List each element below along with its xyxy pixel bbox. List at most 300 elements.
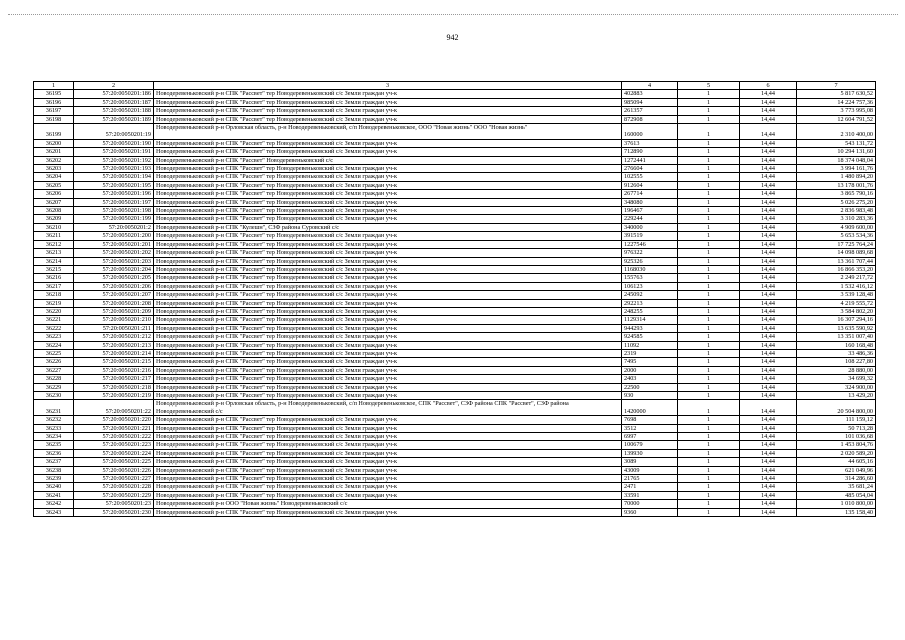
rate-cell: 14,44	[740, 240, 797, 248]
area-cell: 196467	[622, 207, 678, 215]
row-number-cell: 36231	[34, 400, 74, 416]
rate-cell: 14,44	[740, 181, 797, 189]
table-row	[34, 358, 876, 366]
area-cell: 2319	[622, 349, 678, 357]
count-cell: 1	[678, 508, 740, 516]
row-number-cell: 36211	[34, 232, 74, 240]
cadastral-number-cell: 57:20:0050201:208	[74, 299, 154, 307]
value-cell: 10 294 131,60	[797, 148, 876, 156]
count-cell: 1	[678, 400, 740, 416]
count-cell: 1	[678, 107, 740, 115]
table-body	[34, 82, 876, 517]
rate-cell: 14,44	[740, 156, 797, 164]
address-cell: Новодеревеньковский р-н СПК "Рассвет" тер Новодеревеньковский с/с Земли граждан уч-к	[154, 307, 622, 315]
address-cell: Новодеревеньковский р-н СПК "Рассвет" тер Новодеревеньковский с/с Земли граждан уч-к	[154, 333, 622, 341]
area-cell: 102555	[622, 173, 678, 181]
area-cell: 930	[622, 392, 678, 400]
value-cell: 1 010 800,00	[797, 500, 876, 508]
cadastral-number-cell: 57:20:0050201:203	[74, 257, 154, 265]
address-cell: Новодеревеньковский р-н СПК "Рассвет" тер Новодеревеньковский с/с Земли граждан уч-к	[154, 249, 622, 257]
area-cell: 1420000	[622, 400, 678, 416]
value-cell: 5 026 275,20	[797, 198, 876, 206]
value-cell: 3 310 283,36	[797, 215, 876, 223]
address-cell: Новодеревеньковский р-н СПК "Рассвет" тер Новодеревеньковский с/с Земли граждан уч-к	[154, 349, 622, 357]
address-cell: Новодеревеньковский р-н Орловская область, р-н Новодеревеньковский, с/п Новодеревеньковское, СПК "Рассвет", СЗФ района СПК "Рассвет", СЗФ района Новодеревеньковский с/с	[154, 400, 622, 416]
cadastral-number-cell: 57:20:0050201:227	[74, 475, 154, 483]
address-cell: Новодеревеньковский р-н СПК "Рассвет" тер Новодеревеньковский с/с Земли граждан уч-к	[154, 190, 622, 198]
address-cell: Новодеревеньковский р-н СПК "Рассвет" тер Новодеревеньковский с/с Земли граждан уч-к	[154, 416, 622, 424]
row-number-cell: 36230	[34, 392, 74, 400]
address-cell: Новодеревеньковский р-н СПК "Рассвет" тер Новодеревеньковский с/с Земли граждан уч-к	[154, 232, 622, 240]
count-cell: 1	[678, 198, 740, 206]
rate-cell: 14,44	[740, 383, 797, 391]
value-cell: 2 249 217,72	[797, 274, 876, 282]
row-number-cell: 36223	[34, 333, 74, 341]
cadastral-number-cell: 57:20:0050201:201	[74, 240, 154, 248]
value-cell: 13 351 007,40	[797, 333, 876, 341]
count-cell: 1	[678, 383, 740, 391]
count-cell: 1	[678, 358, 740, 366]
value-cell: 28 880,00	[797, 366, 876, 374]
rate-cell: 14,44	[740, 265, 797, 273]
rate-cell: 14,44	[740, 475, 797, 483]
table-row	[34, 424, 876, 432]
area-cell: 985094	[622, 98, 678, 106]
rate-cell: 14,44	[740, 416, 797, 424]
address-cell: Новодеревеньковский р-н ООО "Новая жизнь" Новодеревеньковский с/с	[154, 500, 622, 508]
table-row	[34, 475, 876, 483]
value-cell: 108 227,80	[797, 358, 876, 366]
area-cell: 1168030	[622, 265, 678, 273]
cadastral-number-cell: 57:20:0050201:218	[74, 383, 154, 391]
cadastral-number-cell: 57:20:0050201:200	[74, 232, 154, 240]
row-number-cell: 36207	[34, 198, 74, 206]
row-number-cell: 36201	[34, 148, 74, 156]
rate-cell: 14,44	[740, 124, 797, 140]
row-number-cell: 36234	[34, 433, 74, 441]
address-cell: Новодеревеньковский р-н СПК "Рассвет" тер Новодеревеньковский с/с Земли граждан уч-к	[154, 139, 622, 147]
count-cell: 1	[678, 274, 740, 282]
row-number-cell: 36229	[34, 383, 74, 391]
value-cell: 621 049,96	[797, 466, 876, 474]
area-cell: 43009	[622, 466, 678, 474]
area-cell: 712890	[622, 148, 678, 156]
value-cell: 3 994 161,76	[797, 165, 876, 173]
cadastral-number-cell: 57:20:0050201:209	[74, 307, 154, 315]
table-row	[34, 349, 876, 357]
header-cell: 2	[74, 82, 154, 90]
area-cell: 402883	[622, 90, 678, 98]
land-plots-table	[33, 81, 876, 517]
table-row	[34, 483, 876, 491]
rate-cell: 14,44	[740, 223, 797, 231]
value-cell: 2 836 983,48	[797, 207, 876, 215]
count-cell: 1	[678, 333, 740, 341]
value-cell: 50 713,28	[797, 424, 876, 432]
value-cell: 16 866 353,20	[797, 265, 876, 273]
row-number-cell: 36195	[34, 90, 74, 98]
cadastral-number-cell: 57:20:0050201:188	[74, 107, 154, 115]
count-cell: 1	[678, 282, 740, 290]
address-cell: Новодеревеньковский р-н СПК "Рассвет" тер Новодеревеньковский с/с Земли граждан уч-к	[154, 316, 622, 324]
cadastral-number-cell: 57:20:0050201:189	[74, 115, 154, 123]
value-cell: 18 374 048,04	[797, 156, 876, 164]
rate-cell: 14,44	[740, 198, 797, 206]
address-cell: Новодеревеньковский р-н СПК "Рассвет" тер Новодеревеньковский с/с Земли граждан уч-к	[154, 341, 622, 349]
rate-cell: 14,44	[740, 165, 797, 173]
count-cell: 1	[678, 249, 740, 257]
table-row	[34, 265, 876, 273]
count-cell: 1	[678, 299, 740, 307]
area-cell: 139930	[622, 449, 678, 457]
area-cell: 106123	[622, 282, 678, 290]
address-cell: Новодеревеньковский р-н СПК "Рассвет" тер Новодеревеньковский с/с Земли граждан уч-к	[154, 107, 622, 115]
area-cell: 6997	[622, 433, 678, 441]
cadastral-number-cell: 57:20:0050201:22	[74, 400, 154, 416]
address-cell: Новодеревеньковский р-н СПК "Рассвет" тер Новодеревеньковский с/с Земли граждан уч-к	[154, 181, 622, 189]
cadastral-number-cell: 57:20:0050201:198	[74, 207, 154, 215]
address-cell: Новодеревеньковский р-н СПК "Рассвет" тер Новодеревеньковский с/с Земли граждан уч-к	[154, 215, 622, 223]
count-cell: 1	[678, 349, 740, 357]
cadastral-number-cell: 57:20:0050201:199	[74, 215, 154, 223]
header-cell: 6	[740, 82, 797, 90]
address-cell: Новодеревеньковский р-н СПК "Рассвет" тер Новодеревеньковский с/с Земли граждан уч-к	[154, 165, 622, 173]
count-cell: 1	[678, 491, 740, 499]
table-row	[34, 392, 876, 400]
row-number-cell: 36208	[34, 207, 74, 215]
rate-cell: 14,44	[740, 249, 797, 257]
value-cell: 17 725 764,24	[797, 240, 876, 248]
table-row	[34, 215, 876, 223]
count-cell: 1	[678, 165, 740, 173]
header-cell: 5	[678, 82, 740, 90]
address-cell: Новодеревеньковский р-н СПК "Рассвет" тер Новодеревеньковский с/с Земли граждан уч-к	[154, 90, 622, 98]
area-cell: 1272441	[622, 156, 678, 164]
scan-noise-line	[8, 14, 898, 17]
row-number-cell: 36217	[34, 282, 74, 290]
cadastral-number-cell: 57:20:0050201:213	[74, 341, 154, 349]
area-cell: 267714	[622, 190, 678, 198]
count-cell: 1	[678, 148, 740, 156]
address-cell: Новодеревеньковский р-н СПК "Рассвет" тер Новодеревеньковский с/с Земли граждан уч-к	[154, 198, 622, 206]
address-cell: Новодеревеньковский р-н СПК "Рассвет" тер Новодеревеньковский с/с Земли граждан уч-к	[154, 424, 622, 432]
address-cell: Новодеревеньковский р-н СПК "Рассвет" Новодеревеньковский с/с	[154, 156, 622, 164]
table-row	[34, 466, 876, 474]
address-cell: Новодеревеньковский р-н СПК "Кулешн", СЗФ района Суровский с/с	[154, 223, 622, 231]
cadastral-number-cell: 57:20:0050201:224	[74, 449, 154, 457]
count-cell: 1	[678, 324, 740, 332]
rate-cell: 14,44	[740, 392, 797, 400]
header-cell: 1	[34, 82, 74, 90]
area-cell: 7698	[622, 416, 678, 424]
rate-cell: 14,44	[740, 375, 797, 383]
cadastral-number-cell: 57:20:0050201:211	[74, 324, 154, 332]
area-cell: 229244	[622, 215, 678, 223]
row-number-cell: 36227	[34, 366, 74, 374]
row-number-cell: 36237	[34, 458, 74, 466]
value-cell: 44 605,16	[797, 458, 876, 466]
row-number-cell: 36212	[34, 240, 74, 248]
area-cell: 924585	[622, 333, 678, 341]
rate-cell: 14,44	[740, 115, 797, 123]
count-cell: 1	[678, 291, 740, 299]
cadastral-number-cell: 57:20:0050201:186	[74, 90, 154, 98]
table-row	[34, 232, 876, 240]
row-number-cell: 36215	[34, 265, 74, 273]
rate-cell: 14,44	[740, 324, 797, 332]
count-cell: 1	[678, 433, 740, 441]
count-cell: 1	[678, 190, 740, 198]
address-cell: Новодеревеньковский р-н СПК "Рассвет" тер Новодеревеньковский с/с Земли граждан уч-к	[154, 358, 622, 366]
count-cell: 1	[678, 240, 740, 248]
count-cell: 1	[678, 124, 740, 140]
area-cell: 3089	[622, 458, 678, 466]
page-number: 942	[446, 33, 459, 42]
table-row	[34, 400, 876, 416]
cadastral-number-cell: 57:20:0050201:230	[74, 508, 154, 516]
area-cell: 22500	[622, 383, 678, 391]
address-cell: Новодеревеньковский р-н СПК "Рассвет" тер Новодеревеньковский с/с Земли граждан уч-к	[154, 148, 622, 156]
cadastral-number-cell: 57:20:0050201:219	[74, 392, 154, 400]
row-number-cell: 36209	[34, 215, 74, 223]
rate-cell: 14,44	[740, 291, 797, 299]
cadastral-number-cell: 57:20:0050201:23	[74, 500, 154, 508]
area-cell: 2471	[622, 483, 678, 491]
address-cell: Новодеревеньковский р-н СПК "Рассвет" тер Новодеревеньковский с/с Земли граждан уч-к	[154, 240, 622, 248]
count-cell: 1	[678, 173, 740, 181]
rate-cell: 14,44	[740, 449, 797, 457]
rate-cell: 14,44	[740, 441, 797, 449]
area-cell: 3512	[622, 424, 678, 432]
rate-cell: 14,44	[740, 466, 797, 474]
area-cell: 2000	[622, 366, 678, 374]
address-cell: Новодеревеньковский р-н СПК "Рассвет" тер Новодеревеньковский с/с Земли граждан уч-к	[154, 257, 622, 265]
row-number-cell: 36214	[34, 257, 74, 265]
address-cell: Новодеревеньковский р-н СПК "Рассвет" тер Новодеревеньковский с/с Земли граждан уч-к	[154, 475, 622, 483]
row-number-cell: 36242	[34, 500, 74, 508]
count-cell: 1	[678, 215, 740, 223]
area-cell: 912604	[622, 181, 678, 189]
row-number-cell: 36238	[34, 466, 74, 474]
row-number-cell: 36213	[34, 249, 74, 257]
count-cell: 1	[678, 307, 740, 315]
row-number-cell: 36197	[34, 107, 74, 115]
row-number-cell: 36239	[34, 475, 74, 483]
cadastral-number-cell: 57:20:0050201:221	[74, 424, 154, 432]
table-row	[34, 508, 876, 516]
table-row	[34, 115, 876, 123]
cadastral-number-cell: 57:20:0050201:2	[74, 223, 154, 231]
count-cell: 1	[678, 341, 740, 349]
count-cell: 1	[678, 375, 740, 383]
area-cell: 340000	[622, 223, 678, 231]
row-number-cell: 36200	[34, 139, 74, 147]
table-row	[34, 223, 876, 231]
value-cell: 1 480 894,20	[797, 173, 876, 181]
area-cell: 276604	[622, 165, 678, 173]
table-row	[34, 107, 876, 115]
table-row	[34, 98, 876, 106]
rate-cell: 14,44	[740, 90, 797, 98]
cadastral-number-cell: 57:20:0050201:196	[74, 190, 154, 198]
cadastral-number-cell: 57:20:0050201:226	[74, 466, 154, 474]
value-cell: 5 817 630,52	[797, 90, 876, 98]
cadastral-number-cell: 57:20:0050201:217	[74, 375, 154, 383]
cadastral-number-cell: 57:20:0050201:187	[74, 98, 154, 106]
cadastral-number-cell: 57:20:0050201:220	[74, 416, 154, 424]
table-row	[34, 257, 876, 265]
count-cell: 1	[678, 441, 740, 449]
area-cell: 2403	[622, 375, 678, 383]
rate-cell: 14,44	[740, 257, 797, 265]
area-cell: 976322	[622, 249, 678, 257]
table-row	[34, 333, 876, 341]
address-cell: Новодеревеньковский р-н СПК "Рассвет" тер Новодеревеньковский с/с Земли граждан уч-к	[154, 324, 622, 332]
value-cell: 35 681,24	[797, 483, 876, 491]
value-cell: 2 020 589,20	[797, 449, 876, 457]
table-row	[34, 190, 876, 198]
address-cell: Новодеревеньковский р-н СПК "Рассвет" тер Новодеревеньковский с/с Земли граждан уч-к	[154, 274, 622, 282]
table-row	[34, 449, 876, 457]
cadastral-number-cell: 57:20:0050201:212	[74, 333, 154, 341]
area-cell: 944293	[622, 324, 678, 332]
address-cell: Новодеревеньковский р-н Орловская область, р-н Новодеревеньковский, с/п Новодеревеньковское, ООО "Новая жизнь" ООО "Новая жизнь"	[154, 124, 622, 140]
table-row	[34, 433, 876, 441]
count-cell: 1	[678, 483, 740, 491]
cadastral-number-cell: 57:20:0050201:194	[74, 173, 154, 181]
area-cell: 7495	[622, 358, 678, 366]
row-number-cell: 36236	[34, 449, 74, 457]
address-cell: Новодеревеньковский р-н СПК "Рассвет" тер Новодеревеньковский с/с Земли граждан уч-к	[154, 265, 622, 273]
rate-cell: 14,44	[740, 508, 797, 516]
table-row	[34, 291, 876, 299]
rate-cell: 14,44	[740, 215, 797, 223]
row-number-cell: 36198	[34, 115, 74, 123]
rate-cell: 14,44	[740, 341, 797, 349]
address-cell: Новодеревеньковский р-н СПК "Рассвет" тер Новодеревеньковский с/с Земли граждан уч-к	[154, 282, 622, 290]
address-cell: Новодеревеньковский р-н СПК "Рассвет" тер Новодеревеньковский с/с Земли граждан уч-к	[154, 491, 622, 499]
value-cell: 13 635 590,92	[797, 324, 876, 332]
table-row	[34, 324, 876, 332]
row-number-cell: 36202	[34, 156, 74, 164]
rate-cell: 14,44	[740, 400, 797, 416]
cadastral-number-cell: 57:20:0050201:191	[74, 148, 154, 156]
value-cell: 4 909 600,00	[797, 223, 876, 231]
area-cell: 160000	[622, 124, 678, 140]
address-cell: Новодеревеньковский р-н СПК "Рассвет" тер Новодеревеньковский с/с Земли граждан уч-к	[154, 291, 622, 299]
count-cell: 1	[678, 416, 740, 424]
rate-cell: 14,44	[740, 433, 797, 441]
table-row	[34, 366, 876, 374]
area-cell: 248255	[622, 307, 678, 315]
value-cell: 1 532 416,12	[797, 282, 876, 290]
value-cell: 4 219 555,72	[797, 299, 876, 307]
count-cell: 1	[678, 466, 740, 474]
cadastral-number-cell: 57:20:0050201:216	[74, 366, 154, 374]
rate-cell: 14,44	[740, 316, 797, 324]
table-header-row	[34, 82, 876, 90]
value-cell: 20 504 800,00	[797, 400, 876, 416]
rate-cell: 14,44	[740, 274, 797, 282]
value-cell: 3 773 995,08	[797, 107, 876, 115]
table-row	[34, 299, 876, 307]
table-row	[34, 198, 876, 206]
cadastral-number-cell: 57:20:0050201:205	[74, 274, 154, 282]
rate-cell: 14,44	[740, 500, 797, 508]
value-cell: 3 584 802,20	[797, 307, 876, 315]
count-cell: 1	[678, 257, 740, 265]
row-number-cell: 36206	[34, 190, 74, 198]
rate-cell: 14,44	[740, 483, 797, 491]
address-cell: Новодеревеньковский р-н СПК "Рассвет" тер Новодеревеньковский с/с Земли граждан уч-к	[154, 383, 622, 391]
address-cell: Новодеревеньковский р-н СПК "Рассвет" тер Новодеревеньковский с/с Земли граждан уч-к	[154, 508, 622, 516]
address-cell: Новодеревеньковский р-н СПК "Рассвет" тер Новодеревеньковский с/с Земли граждан уч-к	[154, 375, 622, 383]
value-cell: 14 098 089,68	[797, 249, 876, 257]
row-number-cell: 36232	[34, 416, 74, 424]
rate-cell: 14,44	[740, 148, 797, 156]
row-number-cell: 36222	[34, 324, 74, 332]
rate-cell: 14,44	[740, 307, 797, 315]
row-number-cell: 36199	[34, 124, 74, 140]
value-cell: 160 168,48	[797, 341, 876, 349]
rate-cell: 14,44	[740, 98, 797, 106]
area-cell: 100679	[622, 441, 678, 449]
count-cell: 1	[678, 207, 740, 215]
value-cell: 5 653 534,36	[797, 232, 876, 240]
cadastral-number-cell: 57:20:0050201:225	[74, 458, 154, 466]
area-cell: 261357	[622, 107, 678, 115]
rate-cell: 14,44	[740, 366, 797, 374]
row-number-cell: 36204	[34, 173, 74, 181]
table-row	[34, 416, 876, 424]
area-cell: 70000	[622, 500, 678, 508]
row-number-cell: 36196	[34, 98, 74, 106]
row-number-cell: 36226	[34, 358, 74, 366]
row-number-cell: 36233	[34, 424, 74, 432]
cadastral-number-cell: 57:20:0050201:215	[74, 358, 154, 366]
row-number-cell: 36216	[34, 274, 74, 282]
row-number-cell: 36225	[34, 349, 74, 357]
count-cell: 1	[678, 392, 740, 400]
table-row	[34, 173, 876, 181]
rate-cell: 14,44	[740, 458, 797, 466]
value-cell: 1 453 804,76	[797, 441, 876, 449]
row-number-cell: 36218	[34, 291, 74, 299]
address-cell: Новодеревеньковский р-н СПК "Рассвет" тер Новодеревеньковский с/с Земли граждан уч-к	[154, 98, 622, 106]
cadastral-number-cell: 57:20:0050201:190	[74, 139, 154, 147]
cadastral-number-cell: 57:20:0050201:222	[74, 433, 154, 441]
table-row	[34, 307, 876, 315]
table-row	[34, 375, 876, 383]
row-number-cell: 36220	[34, 307, 74, 315]
table-row	[34, 282, 876, 290]
count-cell: 1	[678, 115, 740, 123]
row-number-cell: 36224	[34, 341, 74, 349]
count-cell: 1	[678, 316, 740, 324]
count-cell: 1	[678, 156, 740, 164]
address-cell: Новодеревеньковский р-н СПК "Рассвет" тер Новодеревеньковский с/с Земли граждан уч-к	[154, 458, 622, 466]
rate-cell: 14,44	[740, 139, 797, 147]
value-cell: 111 159,12	[797, 416, 876, 424]
header-cell: 4	[622, 82, 678, 90]
address-cell: Новодеревеньковский р-н СПК "Рассвет" тер Новодеревеньковский с/с Земли граждан уч-к	[154, 392, 622, 400]
area-cell: 391519	[622, 232, 678, 240]
table-row	[34, 90, 876, 98]
table-row	[34, 341, 876, 349]
cadastral-number-cell: 57:20:0050201:197	[74, 198, 154, 206]
row-number-cell: 36219	[34, 299, 74, 307]
row-number-cell: 36235	[34, 441, 74, 449]
